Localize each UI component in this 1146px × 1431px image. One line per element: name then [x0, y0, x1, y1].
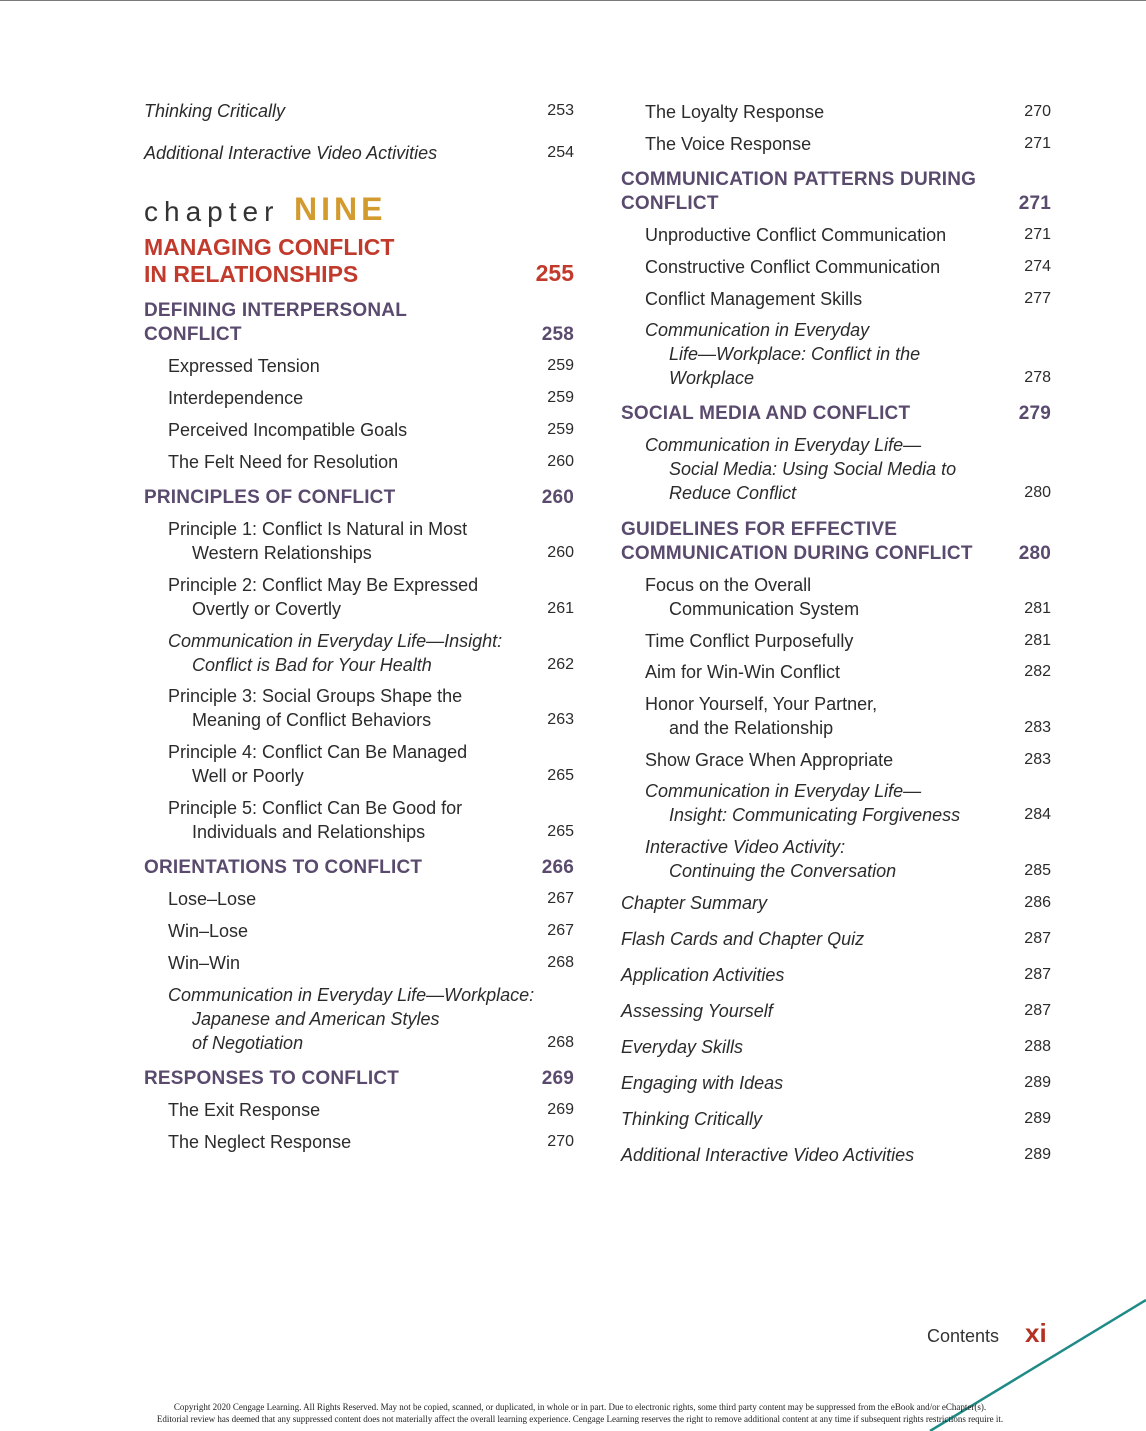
section-page: 271: [1018, 193, 1051, 214]
entry-page: 260: [547, 453, 574, 470]
footer-page-number: xi: [1025, 1318, 1047, 1348]
entry-label-line1: Communication in Everyday Life—Workplace:: [168, 985, 535, 1005]
entry-label-line1: Communication in Everyday: [645, 320, 870, 340]
entry-page: 289: [1024, 1110, 1051, 1127]
copyright-line1: Copyright 2020 Cengage Learning. All Rights Reserved. May not be copied, scanned, or duplicated, in whole or in part. Due to electronic rights, some third party content may be suppressed from the eBook and/or eChapter(s).: [173, 1402, 987, 1412]
chapter-title-line1[interactable]: MANAGING CONFLICT: [144, 234, 395, 260]
entry-label-line1: Principle 3: Social Groups Shape the: [168, 686, 463, 706]
entry-label: Perceived Incompatible Goals: [168, 420, 408, 440]
entry-page: 277: [1024, 290, 1051, 307]
entry-page: 271: [1024, 135, 1051, 152]
copyright-notice: [80, 1401, 1080, 1425]
entry-page: 287: [1024, 930, 1051, 947]
entry-label: Aim for Win-Win Conflict: [645, 662, 841, 682]
entry-label: Chapter Summary: [621, 893, 768, 913]
entry-label-line2: Individuals and Relationships: [192, 822, 426, 842]
entry-page: 260: [547, 544, 574, 561]
entry-label: Win–Lose: [168, 921, 249, 941]
chapter-page: 255: [535, 260, 574, 286]
entry-label-line2: Continuing the Conversation: [669, 861, 897, 881]
entry-page: 268: [547, 954, 574, 971]
entry-label-line3: Reduce Conflict: [669, 483, 797, 503]
entry-label-line1: Focus on the Overall: [645, 575, 812, 595]
entry-label: Interdependence: [168, 388, 304, 408]
entry-page: 261: [547, 600, 574, 617]
section-label-line1: DEFINING INTERPERSONAL: [144, 300, 408, 321]
entry-label: Flash Cards and Chapter Quiz: [621, 929, 865, 949]
section-page: 269: [541, 1068, 574, 1089]
entry-label: Time Conflict Purposefully: [645, 631, 854, 651]
entry-page: 281: [1024, 600, 1051, 617]
entry-label: Everyday Skills: [621, 1037, 744, 1057]
entry-label-line2: Social Media: Using Social Media to: [669, 459, 957, 479]
entry-page: 280: [1024, 484, 1051, 501]
section-page: 266: [541, 857, 574, 878]
entry-label: Lose–Lose: [168, 889, 257, 909]
entry-page: 287: [1024, 1002, 1051, 1019]
entry-label: The Exit Response: [168, 1100, 321, 1120]
entry-page: 259: [547, 389, 574, 406]
entry-page: 271: [1024, 226, 1051, 243]
entry-label-line1: Principle 2: Conflict May Be Expressed: [168, 575, 479, 595]
entry-label-line1: Principle 1: Conflict Is Natural in Most: [168, 519, 468, 539]
entry-page: 265: [547, 767, 574, 784]
entry-label-line2: Western Relationships: [192, 543, 372, 563]
entry-label-line2: Insight: Communicating Forgiveness: [669, 805, 961, 825]
entry-label: Assessing Yourself: [621, 1001, 773, 1021]
entry-label: Constructive Conflict Communication: [645, 257, 941, 277]
entry-page: 263: [547, 711, 574, 728]
entry-page: 267: [547, 890, 574, 907]
entry-label: Conflict Management Skills: [645, 289, 863, 309]
entry-label-line1: Principle 4: Conflict Can Be Managed: [168, 742, 468, 762]
entry-label-line3: Workplace: [669, 368, 755, 388]
entry-label-line1: Honor Yourself, Your Partner,: [645, 694, 878, 714]
entry-label: The Loyalty Response: [645, 102, 825, 122]
entry-label-line1: Principle 5: Conflict Can Be Good for: [168, 798, 463, 818]
entry-page: 262: [547, 656, 574, 673]
entry-label-line1: Communication in Everyday Life—Insight:: [168, 631, 503, 651]
section-page: 258: [541, 324, 574, 345]
entry-page: 270: [1024, 103, 1051, 120]
entry-page: 288: [1024, 1038, 1051, 1055]
entry-page: 287: [1024, 966, 1051, 983]
entry-label-line3: of Negotiation: [192, 1033, 304, 1053]
entry-page: 282: [1024, 663, 1051, 680]
section-label: SOCIAL MEDIA AND CONFLICT: [621, 403, 911, 424]
entry-page: 274: [1024, 258, 1051, 275]
entry-label-line2: Meaning of Conflict Behaviors: [192, 710, 432, 730]
entry-page: 265: [547, 823, 574, 840]
entry-page: 289: [1024, 1074, 1051, 1091]
entry-label: Win–Win: [168, 953, 241, 973]
section-label-line1: COMMUNICATION PATTERNS DURING: [621, 169, 977, 190]
entry-label-line1: Communication in Everyday Life—: [645, 435, 922, 455]
entry-label-line2: Conflict is Bad for Your Health: [192, 655, 432, 675]
entry-label: Expressed Tension: [168, 356, 320, 376]
section-label-line1: GUIDELINES FOR EFFECTIVE: [621, 519, 898, 540]
entry-page: 285: [1024, 862, 1051, 879]
chapter-word: chapter: [144, 196, 280, 227]
entry-page: 278: [1024, 369, 1051, 386]
entry-label: The Felt Need for Resolution: [168, 452, 399, 472]
entry-page: 267: [547, 922, 574, 939]
entry-label-line2: Communication System: [669, 599, 860, 619]
entry-page: 286: [1024, 894, 1051, 911]
entry-label: Thinking Critically: [621, 1109, 763, 1129]
entry-label: Show Grace When Appropriate: [645, 750, 894, 770]
footer-contents-label: Contents: [927, 1326, 1000, 1346]
entry-page: 254: [547, 144, 574, 161]
entry-label: Thinking Critically: [144, 101, 286, 121]
entry-page: 270: [547, 1133, 574, 1150]
entry-label: Additional Interactive Video Activities: [621, 1145, 915, 1165]
entry-label-line2: Overtly or Covertly: [192, 599, 342, 619]
copyright-line2: Editorial review has deemed that any suppressed content does not materially affect the overall learning experience. Cengage Learning reserves the right to remove additional content at any time if subsequent rights restrictions require it.: [156, 1414, 1004, 1424]
entry-page: 268: [547, 1034, 574, 1051]
section-label-line2: COMMUNICATION DURING CONFLICT: [621, 543, 973, 564]
entry-page: 283: [1024, 719, 1051, 736]
entry-label: Additional Interactive Video Activities: [144, 143, 438, 163]
entry-label: Unproductive Conflict Communication: [645, 225, 947, 245]
entry-page: 253: [547, 102, 574, 119]
section-label-line2: CONFLICT: [621, 193, 719, 214]
section-page: 280: [1018, 543, 1051, 564]
entry-page: 283: [1024, 751, 1051, 768]
entry-page: 284: [1024, 806, 1051, 823]
entry-label-line2: Japanese and American Styles: [192, 1009, 440, 1029]
chapter-number: NINE: [294, 191, 387, 227]
entry-page: 259: [547, 421, 574, 438]
entry-label: Engaging with Ideas: [621, 1073, 784, 1093]
entry-label-line1: Communication in Everyday Life—: [645, 781, 922, 801]
entry-page: 281: [1024, 632, 1051, 649]
section-page: 260: [541, 487, 574, 508]
entry-label-line2: Well or Poorly: [192, 766, 304, 786]
section-label: PRINCIPLES OF CONFLICT: [144, 487, 396, 508]
section-label: RESPONSES TO CONFLICT: [144, 1068, 400, 1089]
entry-label-line1: Interactive Video Activity:: [645, 837, 846, 857]
section-label: ORIENTATIONS TO CONFLICT: [144, 857, 423, 878]
entry-label: The Voice Response: [645, 134, 812, 154]
entry-label-line2: and the Relationship: [669, 718, 834, 738]
section-label-line2: CONFLICT: [144, 324, 242, 345]
entry-page: 289: [1024, 1146, 1051, 1163]
entry-label: Application Activities: [621, 965, 785, 985]
entry-page: 259: [547, 357, 574, 374]
entry-page: 269: [547, 1101, 574, 1118]
entry-label: The Neglect Response: [168, 1132, 352, 1152]
entry-label-line2: Life—Workplace: Conflict in the: [669, 344, 921, 364]
section-page: 279: [1018, 403, 1051, 424]
chapter-title-line2[interactable]: IN RELATIONSHIPS: [144, 261, 359, 287]
